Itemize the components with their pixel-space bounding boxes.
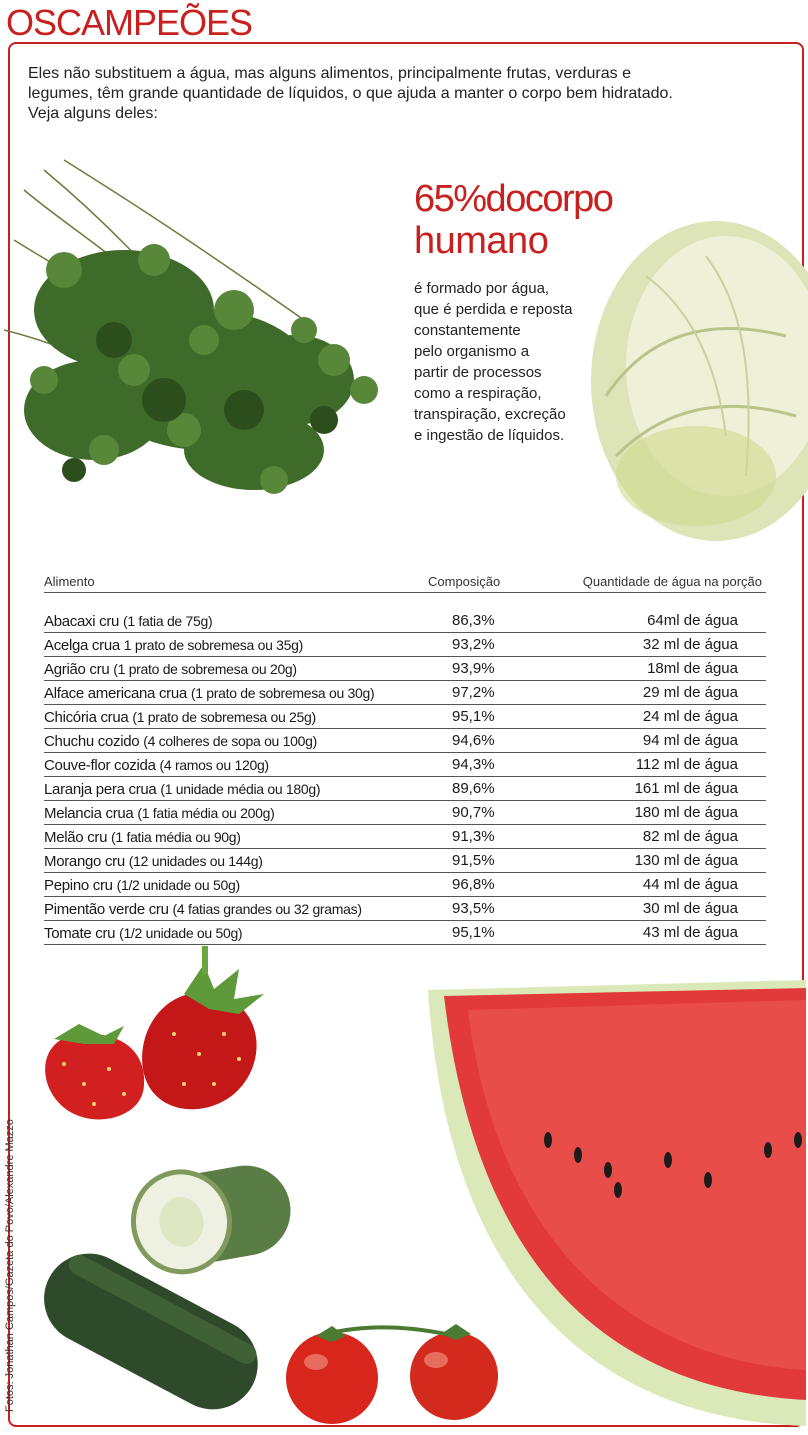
food-portion: 1 prato de sobremesa ou 35g) — [123, 637, 303, 653]
food-name: Morango cru — [44, 853, 125, 870]
quantity-value: 32 ml de água — [642, 636, 738, 653]
composition-value: 93,9% — [452, 660, 495, 677]
food-portion: (1 prato de sobremesa ou 30g) — [190, 685, 375, 701]
composition-value: 95,1% — [452, 924, 495, 941]
cucumbers-image — [30, 1150, 294, 1420]
table-row — [44, 730, 766, 753]
quantity-value: 161 ml de água — [634, 780, 738, 797]
food-name: Melancia crua — [44, 805, 134, 822]
composition-value: 93,2% — [452, 636, 495, 653]
quantity-value: 29 ml de água — [642, 684, 738, 701]
table-row — [44, 754, 766, 777]
composition-value: 95,1% — [452, 708, 495, 725]
header-food: Alimento — [44, 574, 95, 589]
quantity-value: 64ml de água — [647, 612, 738, 629]
food-name: Pepino cru — [44, 877, 113, 894]
description-line: que é perdida e reposta — [414, 301, 573, 318]
headline-line2: humano — [414, 220, 549, 262]
food-portion: (1 fatia média ou 200g) — [137, 805, 275, 821]
header-composition: Composição — [428, 574, 501, 589]
lettuce-image — [586, 216, 808, 548]
quantity-value: 30 ml de água — [642, 900, 738, 917]
table-header — [44, 572, 766, 593]
composition-value: 94,3% — [452, 756, 495, 773]
description-line: é formado por água, — [414, 280, 550, 297]
food-portion: (1 fatia de 75g) — [122, 613, 213, 629]
photo-credit: Fotos: Jonathan Campos/Gazeta do Povo/Alexandre Mazzo — [4, 1119, 16, 1412]
quantity-value: 24 ml de água — [642, 708, 738, 725]
food-name: Abacaxi cru — [44, 613, 120, 630]
food-name: Laranja pera crua — [44, 781, 157, 798]
food-portion: (4 fatias grandes ou 32 gramas) — [172, 901, 362, 917]
headline — [414, 178, 612, 262]
composition-value: 93,5% — [452, 900, 495, 917]
composition-value: 97,2% — [452, 684, 495, 701]
table-row — [44, 850, 766, 873]
quantity-value: 43 ml de água — [642, 924, 738, 941]
table-row — [44, 922, 766, 945]
composition-value: 94,6% — [452, 732, 495, 749]
food-name: Agrião cru — [44, 661, 110, 678]
table-row — [44, 634, 766, 657]
table-row — [44, 706, 766, 729]
page-title: OSCAMPEÕES — [6, 2, 253, 43]
table-row — [44, 826, 766, 849]
strawberries-image — [24, 944, 296, 1128]
quantity-value: 112 ml de água — [635, 756, 738, 773]
quantity-value: 82 ml de água — [642, 828, 738, 845]
quantity-value: 94 ml de água — [642, 732, 738, 749]
food-name: Couve-flor cozida — [44, 757, 156, 774]
food-name: Chuchu cozido — [44, 733, 140, 750]
header-quantity: Quantidade de água na porção — [582, 574, 762, 589]
food-portion: (1/2 unidade ou 50g) — [116, 877, 240, 893]
food-name: Melão cru — [44, 829, 108, 846]
table-row — [44, 874, 766, 897]
description-line: como a respiração, — [414, 385, 542, 402]
table-body — [44, 610, 766, 946]
quantity-value: 130 ml de água — [634, 852, 738, 869]
food-portion: (4 ramos ou 120g) — [159, 757, 269, 773]
quantity-value: 18ml de água — [647, 660, 738, 677]
composition-value: 89,6% — [452, 780, 495, 797]
table-row — [44, 898, 766, 921]
description-line: e ingestão de líquidos. — [414, 427, 565, 444]
description-line: partir de processos — [414, 364, 542, 381]
table-row — [44, 682, 766, 705]
table-row — [44, 802, 766, 825]
food-portion: (1/2 unidade ou 50g) — [119, 925, 243, 941]
food-name: Alface americana crua — [44, 685, 187, 702]
composition-value: 90,7% — [452, 804, 495, 821]
quantity-value: 44 ml de água — [642, 876, 738, 893]
composition-value: 86,3% — [452, 612, 495, 629]
composition-value: 91,5% — [452, 852, 495, 869]
food-portion: (1 unidade média ou 180g) — [160, 781, 321, 797]
table-row — [44, 778, 766, 801]
food-name: Tomate cru — [44, 925, 116, 942]
quantity-value: 180 ml de água — [634, 804, 738, 821]
food-portion: (4 colheres de sopa ou 100g) — [143, 733, 317, 749]
description-line: constantemente — [414, 322, 521, 339]
food-portion: (1 prato de sobremesa ou 20g) — [113, 661, 297, 677]
food-portion: (1 prato de sobremesa ou 25g) — [132, 709, 316, 725]
table-row — [44, 610, 766, 633]
composition-value: 91,3% — [452, 828, 495, 845]
food-portion: (12 unidades ou 144g) — [128, 853, 263, 869]
watercress-image — [4, 150, 408, 520]
food-name: Chicória crua — [44, 709, 129, 726]
intro-paragraph: Eles não substituem a água, mas alguns alimentos, principalmente frutas, verduras e legumes, têm grande quantidade de líquidos, o que ajuda a manter o corpo bem hidratado. Veja alguns deles: — [28, 65, 673, 122]
table-row — [44, 658, 766, 681]
food-portion: (1 fatia média ou 90g) — [111, 829, 241, 845]
description-line: pelo organismo a — [414, 343, 530, 360]
watermelon-image — [408, 980, 806, 1426]
composition-value: 96,8% — [452, 876, 495, 893]
food-name: Acelga crua — [44, 637, 120, 654]
description-line: transpiração, excreção — [414, 406, 566, 423]
food-name: Pimentão verde cru — [44, 901, 169, 918]
water-description — [414, 278, 594, 446]
headline-line1: 65%docorpo — [414, 178, 613, 220]
